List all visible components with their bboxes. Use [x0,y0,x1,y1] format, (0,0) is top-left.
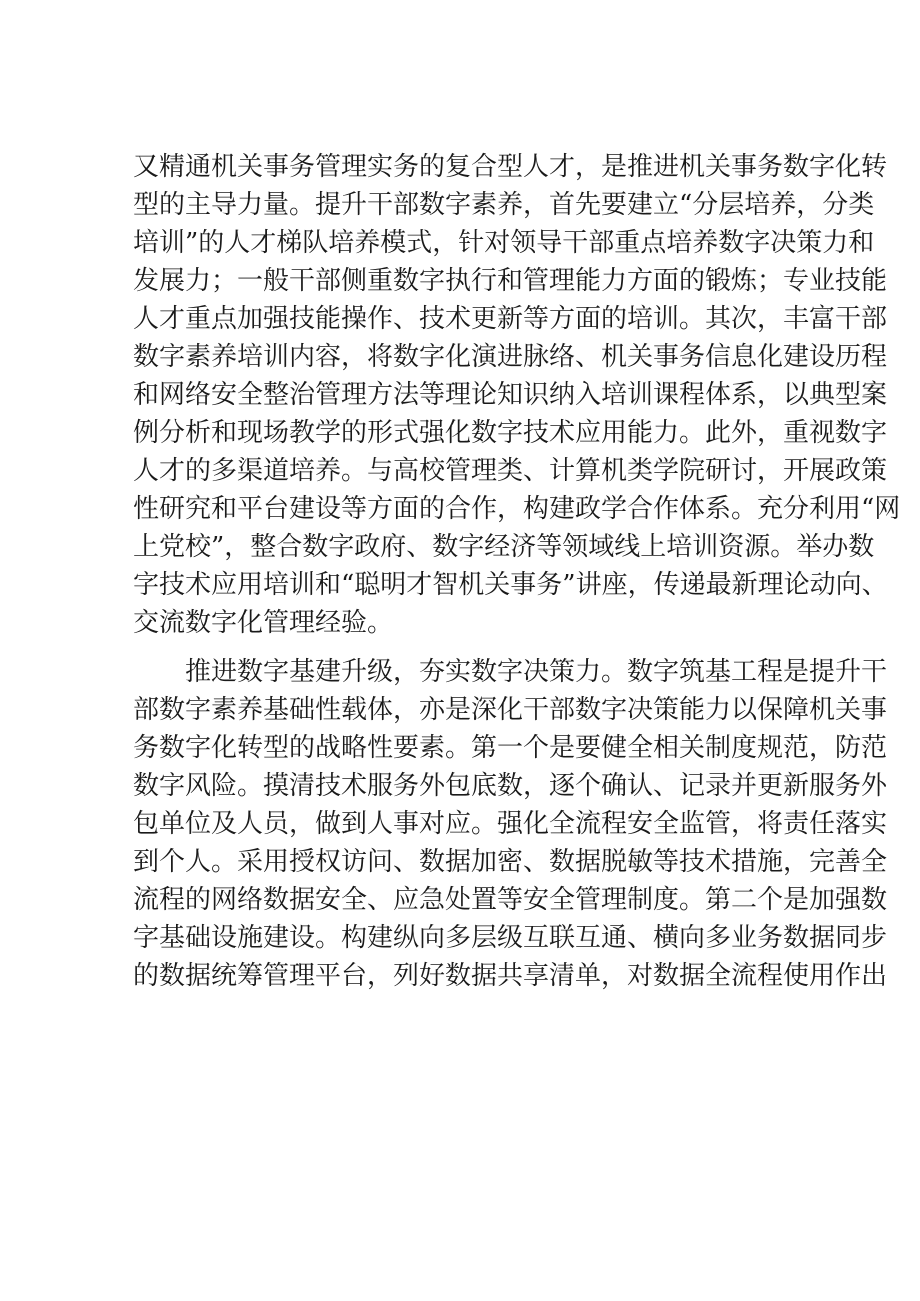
text-line: 又精通机关事务管理实务的复合型人才，是推进机关事务数字化转 [133,152,888,182]
paragraph-2 [133,653,888,995]
text-line: 发展力；一般干部侧重数字执行和管理能力方面的锻炼；专业技能 [133,266,888,296]
text-line: 上党校”，整合数字政府、数字经济等领域线上培训资源。举办数 [133,532,875,562]
paragraph-spacer [133,642,798,653]
text-line: 数字风险。摸清技术服务外包底数，逐个确认、记录并更新服务外 [133,771,888,801]
text-line: 交流数字化管理经验。 [133,608,394,638]
text-line: 包单位及人员，做到人事对应。强化全流程安全监管，将责任落实 [133,809,888,839]
text-line: 部数字素养基础性载体，亦是深化干部数字决策能力以保障机关事 [133,695,888,725]
paragraph-1 [133,148,901,642]
text-line: 性研究和平台建设等方面的合作，构建政学合作体系。充分利用“网 [133,494,901,524]
text-line: 字技术应用培训和“聪明才智机关事务”讲座，传递最新理论动向、 [133,570,888,600]
text-line: 人才的多渠道培养。与高校管理类、计算机类学院研讨，开展政策 [133,456,888,486]
text-line: 人才重点加强技能操作、技术更新等方面的培训。其次，丰富干部 [133,304,888,334]
text-line: 流程的网络数据安全、应急处置等安全管理制度。第二个是加强数 [133,885,888,915]
text-line: 务数字化转型的战略性要素。第一个是要健全相关制度规范，防范 [133,733,888,763]
text-line: 数字素养培训内容，将数字化演进脉络、机关事务信息化建设历程 [133,342,888,372]
text-line: 培训”的人才梯队培养模式，针对领导干部重点培养数字决策力和 [133,228,875,258]
text-line: 推进数字基建升级，夯实数字决策力。数字筑基工程是提升干 [185,657,888,687]
document-body [133,148,901,995]
text-line: 字基础设施建设。构建纵向多层级互联互通、横向多业务数据同步 [133,923,888,953]
text-line: 型的主导力量。提升干部数字素养，首先要建立“分层培养，分类 [133,190,875,220]
text-line: 例分析和现场教学的形式强化数字技术应用能力。此外，重视数字 [133,418,888,448]
text-line: 和网络安全整治管理方法等理论知识纳入培训课程体系，以典型案 [133,380,888,410]
text-line: 的数据统筹管理平台，列好数据共享清单，对数据全流程使用作出 [133,961,888,991]
text-line: 到个人。采用授权访问、数据加密、数据脱敏等技术措施，完善全 [133,847,888,877]
